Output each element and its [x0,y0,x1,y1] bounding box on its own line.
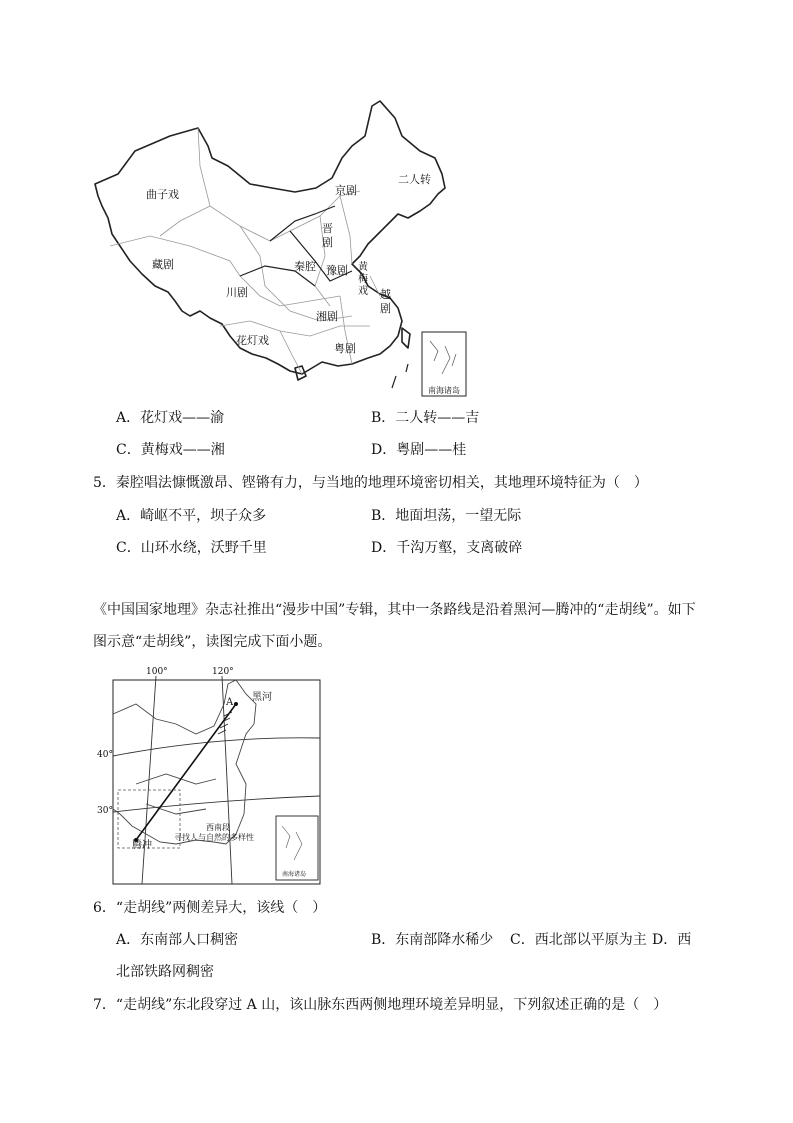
hu-line-map-graphic [96,664,326,886]
label-qinqiang: 秦腔 [294,260,316,273]
q5-option-b: B．地面坦荡，一望无际 [371,508,522,524]
q5-option-a: A．崎岖不平，坝子众多 [116,508,267,524]
china-outline [90,96,470,400]
q7-stem: 7．“走胡线”东北段穿过 A 山，该山脉东西两侧地理环境差异明显，下列叙述正确的是（ ） [93,997,668,1013]
q6-option-d: D．西 [652,932,692,948]
q6-stem: 6．“走胡线”两侧差异大，该线（ ） [93,900,327,916]
label-yueju-zhe: 越剧 [380,288,391,315]
label-jingju: 京剧 [335,184,357,197]
point-a-label: A [226,697,234,708]
inset2-caption: 南海诸岛 [282,871,307,878]
label-chuanju: 川剧 [226,286,248,299]
passage-line-2: 图示意“走胡线”，读图完成下面小题。 [93,634,332,650]
lat-label-30: 30° [97,806,113,816]
label-zangju: 藏剧 [152,258,174,271]
inset-caption: 南海诸岛 [428,386,460,395]
lon-label-120: 120° [212,667,234,677]
segment-title: 西南段 [206,823,230,832]
label-yuju: 豫剧 [326,264,348,277]
q6-option-b: B．东南部降水稀少 [371,932,494,948]
q4-option-a: A．花灯戏——渝 [116,410,225,426]
label-quzixi: 曲子戏 [146,188,179,201]
label-huangmeixi: 黄梅戏 [358,262,368,297]
q6-option-d-cont: 北部铁路网稠密 [116,964,214,980]
q4-option-d: D．粤剧——桂 [371,442,467,458]
label-yueju-yue: 粤剧 [334,342,356,355]
hu-line-map [96,664,326,886]
label-xiangju: 湘剧 [316,310,338,323]
label-huadengxi: 花灯戏 [236,334,269,347]
q5-stem: 5．秦腔唱法慷慨激昂、铿锵有力，与当地的地理环境密切相关，其地理环境特征为（ ） [93,475,648,491]
segment-subtitle: 寻找人与自然的多样性 [174,833,254,842]
lat-label-40: 40° [97,750,113,760]
q6-option-c: C．西北部以平原为主 [510,932,647,948]
passage-line-1: 《中国国家地理》杂志社推出“漫步中国”专辑，其中一条路线是沿着黑河—腾冲的“走胡线”。如下 [93,602,696,618]
q6-option-a: A．东南部人口稠密 [116,932,239,948]
q4-option-c: C．黄梅戏——湘 [116,442,225,458]
q4-option-b: B．二人转——吉 [371,410,480,426]
q5-option-d: D．千沟万壑，支离破碎 [371,540,523,556]
opera-map [90,96,470,400]
heihe-label: 黑河 [252,692,272,703]
lon-label-100: 100° [146,667,168,677]
q5-option-c: C．山环水绕，沃野千里 [116,540,267,556]
label-errenzhuan: 二人转 [398,173,431,186]
label-jinju: 晋剧 [322,222,333,249]
tengchong-label: 腾冲 [132,840,152,851]
